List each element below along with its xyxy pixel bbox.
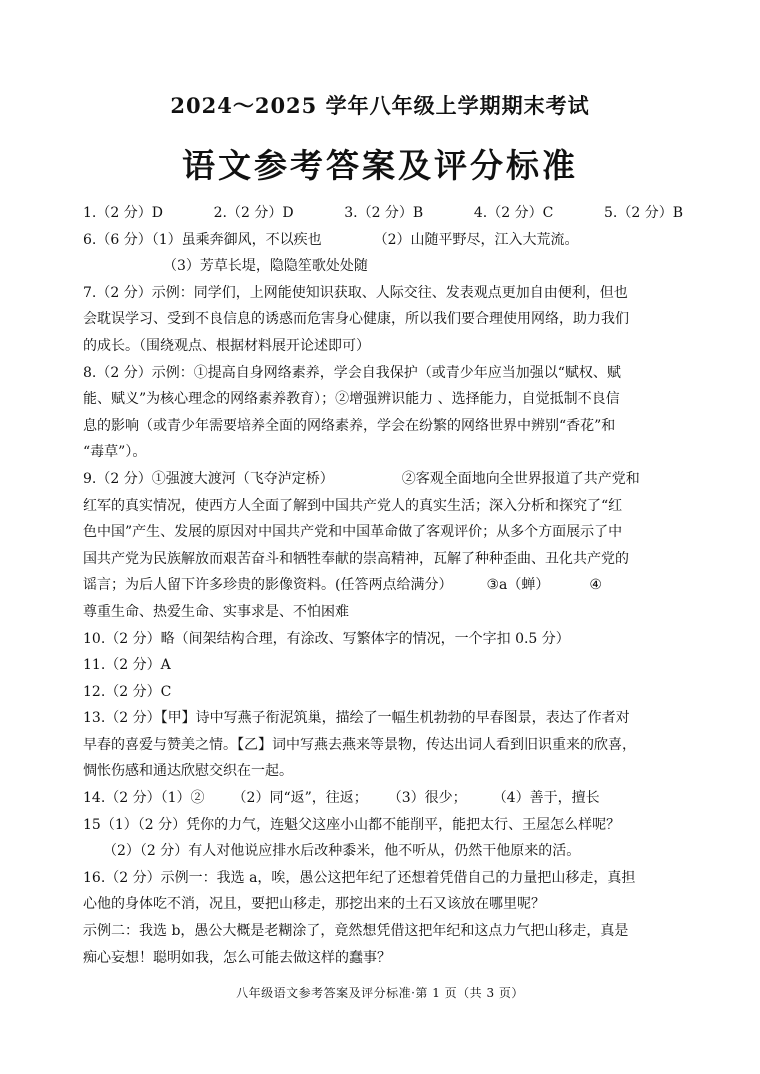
answer-q16-line: 痴心妄想！聪明如我，怎么可能去做这样的蠢事？ [83, 949, 391, 966]
answer-q9-part6: 尊重生命、热爱生命、实事求是、不怕困难 [83, 603, 349, 620]
answer-q8-line: 8.（2 分）示例：①提高自身网络素养，学会自我保护（或青少年应当加强以“赋权、赋 [83, 364, 621, 381]
answer-q15-part2: （2）（2 分）有人对他说应排水后改种黍米，他不听从，仍然干他原来的活。 [103, 843, 581, 860]
answer-q14-part3: （3）很少； [387, 790, 467, 807]
page-footer: 八年级语文参考答案及评分标准·第 1 页（共 3 页） [236, 986, 524, 1000]
answer-q9-line: 色中国”产生、发展的原因对中国共产党和中国革命做了客观评价；从多个方面展示了中 [83, 524, 623, 541]
answer-q8-line: 息的影响（或青少年需要培养全面的网络素养，学会在纷繁的网络世界中辨别“香花”和 [83, 417, 616, 434]
answer-q7-line: 的成长。（围绕观点、根据材料展开论述即可） [83, 337, 370, 354]
answer-q6-part2: （2）山随平野尽，江入大荒流。 [373, 231, 579, 248]
answers-body [83, 200, 683, 971]
answer-q5: 5.（2 分）B [603, 205, 683, 221]
answer-q16-line: 16.（2 分）示例一：我选 a，唉，愚公这把年纪了还想着凭借自己的力量把山移走，真担 [83, 869, 636, 886]
answer-q4: 4.（2 分）C [473, 205, 554, 221]
answer-q9-line: 红军的真实情况，使西方人全面了解到中国共产党人的真实生活；深入分析和探究了“红 [83, 497, 623, 514]
answer-q8-line: 能、赋义”为核心理念的网络素养教育）；②增强辨识能力 、选择能力，自觉抵制不良信 [83, 391, 620, 408]
answer-q6-part1: 6.（6 分）（1）虽乘奔御风，不以疾也 [83, 231, 322, 248]
answer-q9-part2: ②客观全面地向全世界报道了共产党和 [401, 470, 640, 487]
answer-q14-part2: （2）同“返”，往返； [232, 790, 368, 807]
answer-q9-part4: ③a（蝉） [486, 577, 550, 594]
answer-q13-line: 惆怅伤感和通达欣慰交织在一起。 [83, 763, 293, 780]
answer-q16-line: 示例二：我选 b，愚公大概是老糊涂了，竟然想凭借这把年纪和这点力气把山移走，真是 [83, 923, 629, 940]
document-subtitle: 语文参考答案及评分标准 [182, 146, 578, 185]
answer-q13-line: 早春的喜爱与赞美之情。【乙】词中写燕去燕来等景物，传达出词人看到旧识重来的欣喜， [83, 736, 636, 753]
answer-q9-line: 国共产党为民族解放而艰苦奋斗和牺牲奉献的崇高精神，瓦解了种种歪曲、丑化共产党的 [83, 550, 629, 567]
answer-q9-part5: ④ [589, 577, 602, 594]
answer-q6-line1 [83, 227, 683, 254]
answer-q16-line: 心他的身体吃不消，况且，要把山移走，那挖出来的土石又该放在哪里呢？ [83, 896, 545, 913]
answer-q9-line5 [83, 572, 683, 599]
answer-q9-part3: 谣言；为后人留下许多珍贵的影像资料。(任答两点给满分） [83, 577, 453, 594]
answer-q3: 3.（2 分）B [344, 205, 424, 221]
answer-q10: 10.（2 分）略（间架结构合理，有涂改、写繁体字的情况，一个字扣 0.5 分） [83, 630, 570, 647]
answer-q13-line: 13.（2 分）【甲】诗中写燕子衔泥筑巢，描绘了一幅生机勃勃的早春图景，表达了作者对 [83, 710, 630, 727]
answer-q2: 2.（2 分）D [213, 205, 294, 221]
answer-q6-part3: （3）芳草长堤，隐隐笙歌处处随 [163, 258, 368, 275]
answer-q8-line: “毒草”）。 [83, 444, 147, 461]
answer-q14 [83, 785, 683, 812]
answer-q14-part1: 14.（2 分）（1）② [83, 790, 205, 807]
answer-q9-line1 [83, 466, 683, 493]
answer-q15-part1: 15（1）（2 分）凭你的力气，连魁父这座小山都不能削平，能把太行、王屋怎么样呢？ [83, 816, 621, 833]
answer-q1: 1.（2 分）D [83, 205, 163, 221]
answer-q11: 11.（2 分）A [83, 657, 171, 674]
answer-q7-line: 会耽误学习、受到不良信息的诱惑而危害身心健康，所以我们要合理使用网络，助力我们 [83, 311, 629, 328]
exam-title: 2024～2025 学年八年级上学期期末考试 [170, 93, 590, 118]
answer-q12: 12.（2 分）C [83, 683, 172, 700]
answer-q9-part1: 9.（2 分）①强渡大渡河（飞夺泸定桥） [83, 470, 334, 487]
answer-q14-part4: （4）善于，擅长 [492, 790, 600, 807]
answers-1-5 [83, 200, 683, 227]
answer-q7-line: 7.（2 分）示例：同学们，上网能使知识获取、人际交往、发表观点更加自由便利，但也 [83, 284, 628, 301]
